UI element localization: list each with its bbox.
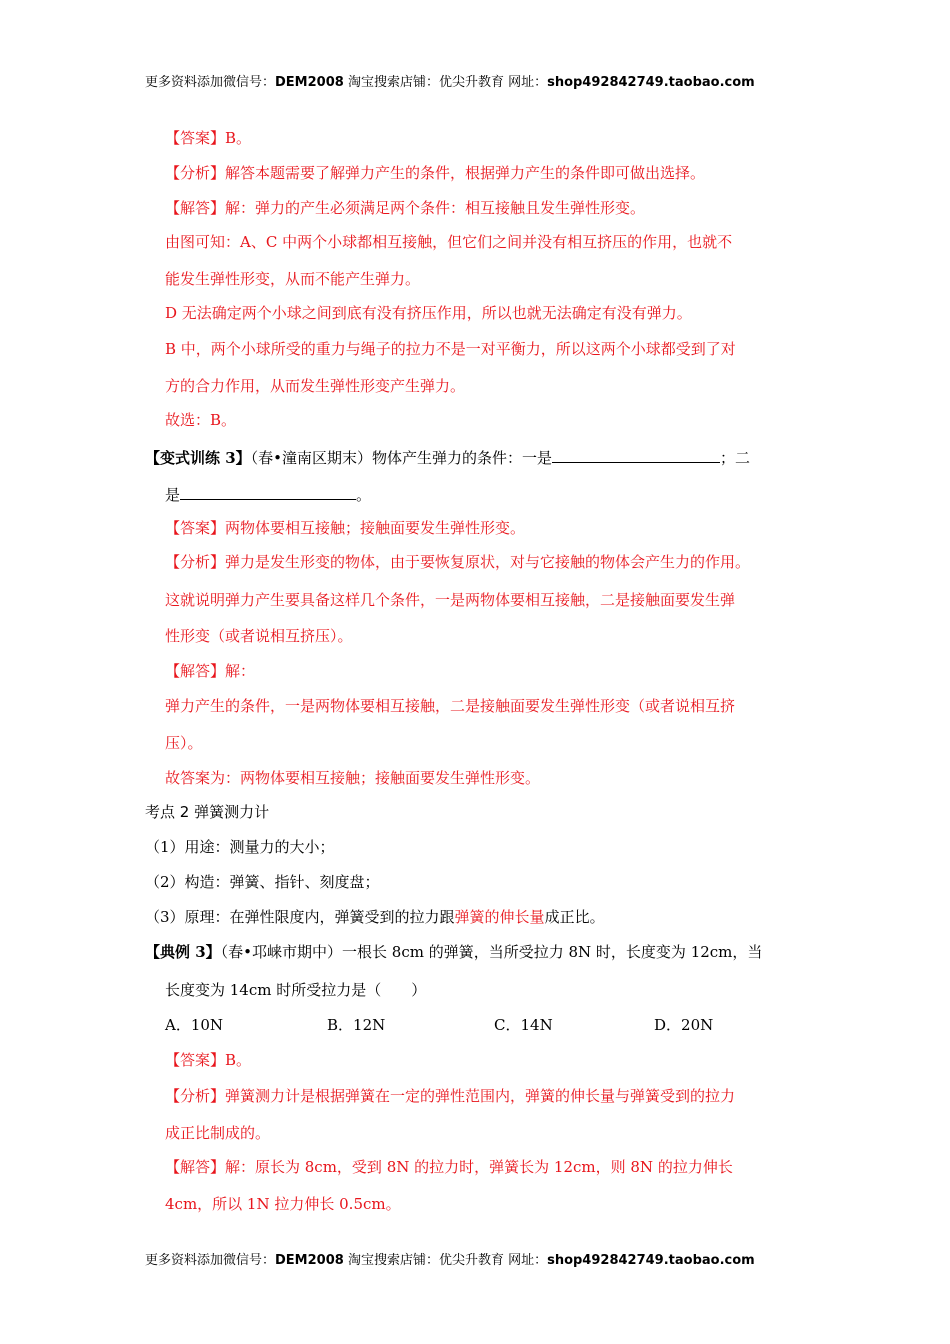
page-footer: [145, 1249, 755, 1268]
solution-line: 【解答】解：弹力的产生必须满足两个条件：相互接触且发生弹性形变。: [165, 199, 646, 217]
solution-line: 【解答】解：: [165, 662, 256, 680]
footer-prefix: 更多资料添加微信号：: [145, 1253, 276, 1268]
solution-text: D 无法确定两个小球之间到底有没有挤压作用，所以也就无法确定有没有弹力。: [165, 304, 692, 322]
point-item-principle: [145, 907, 605, 927]
conclusion-line: 故答案为：两物体要相互接触；接触面要发生弹性形变。: [165, 769, 541, 787]
fill-blank-1[interactable]: [552, 446, 720, 463]
solution-text: B 中，两个小球所受的重力与绳子的拉力不是一对平衡力，所以这两个小球都受到了对: [165, 340, 736, 358]
footer-url: shop492842749.taobao.com: [547, 1253, 755, 1268]
option-a[interactable]: A．10N: [165, 1016, 224, 1034]
principle-end: 成正比。: [544, 908, 605, 926]
analysis-line: 【分析】弹簧测力计是根据弹簧在一定的弹性范围内，弹簧的伸长量与弹簧受到的拉力: [165, 1087, 736, 1105]
variant-question-line2: [165, 483, 371, 505]
solution-text: 压）。: [165, 734, 203, 752]
answer-line: 【答案】B。: [165, 1051, 252, 1069]
point-item-use: （1）用途：测量力的大小；: [145, 838, 335, 856]
option-d[interactable]: D．20N: [654, 1016, 714, 1034]
solution-text: 方的合力作用，从而发生弹性形变产生弹力。: [165, 377, 466, 395]
header-prefix: 更多资料添加微信号：: [145, 75, 276, 90]
footer-shop: 淘宝搜索店铺：优尖升教育 网址：: [343, 1253, 548, 1268]
variant-question-text: （春•潼南区期末）物体产生弹力的条件：一是: [250, 449, 553, 467]
option-b[interactable]: B．12N: [327, 1016, 386, 1034]
solution-text: 4cm，所以 1N 拉力伸长 0.5cm。: [165, 1195, 401, 1213]
fill-blank-2[interactable]: [180, 483, 356, 500]
variant-label: 【变式训练 3】: [145, 449, 251, 467]
answer-line: 【答案】B。: [165, 129, 252, 147]
example-question-line2: 长度变为 14cm 时所受拉力是（ ）: [165, 981, 427, 999]
header-shop: 淘宝搜索店铺：优尖升教育 网址：: [343, 75, 548, 90]
point-item-structure: （2）构造：弹簧、指针、刻度盘；: [145, 873, 380, 891]
conclusion-line: 故选：B。: [165, 411, 237, 429]
example-label: 【典例 3】: [145, 943, 221, 961]
variant-question-line1: [145, 446, 750, 468]
answer-line: 【答案】两物体要相互接触；接触面要发生弹性形变。: [165, 519, 526, 537]
analysis-line: 【分析】弹力是发生形变的物体，由于要恢复原状，对与它接触的物体会产生力的作用。: [165, 553, 751, 571]
header-wechat: DEM2008: [275, 75, 344, 90]
variant-question-end: ；二: [720, 449, 751, 467]
analysis-text: 这就说明弹力产生要具备这样几个条件，一是两物体要相互接触，二是接触面要发生弹: [165, 591, 736, 609]
example-question-line1: [145, 942, 762, 962]
solution-text: 由图可知：A、C 中两个小球都相互接触，但它们之间并没有相互挤压的作用，也就不: [165, 233, 733, 251]
analysis-line: 【分析】解答本题需要了解弹力产生的条件，根据弹力产生的条件即可做出选择。: [165, 164, 706, 182]
header-url: shop492842749.taobao.com: [547, 75, 755, 90]
option-c[interactable]: C．14N: [494, 1016, 553, 1034]
footer-wechat: DEM2008: [275, 1253, 344, 1268]
analysis-text: 成正比制成的。: [165, 1124, 271, 1142]
variant-question-end2: 。: [356, 486, 372, 504]
page-header: [145, 71, 755, 90]
solution-text: 弹力产生的条件，一是两物体要相互接触，二是接触面要发生弹性形变（或者说相互挤: [165, 697, 736, 715]
principle-text: （3）原理：在弹性限度内，弹簧受到的拉力跟: [145, 908, 455, 926]
analysis-text: 性形变（或者说相互挤压）。: [165, 627, 353, 645]
principle-highlight: 弹簧的伸长量: [454, 908, 545, 926]
example-question-text: （春•邛崃市期中）一根长 8cm 的弹簧，当所受拉力 8N 时，长度变为 12cm，当: [220, 943, 763, 961]
solution-line: 【解答】解：原长为 8cm，受到 8N 的拉力时，弹簧长为 12cm，则 8N 的拉力伸长: [165, 1158, 733, 1176]
section-title: 考点 2 弹簧测力计: [145, 803, 270, 821]
solution-text: 能发生弹性形变，从而不能产生弹力。: [165, 270, 421, 288]
variant-question-text2: 是: [165, 486, 181, 504]
